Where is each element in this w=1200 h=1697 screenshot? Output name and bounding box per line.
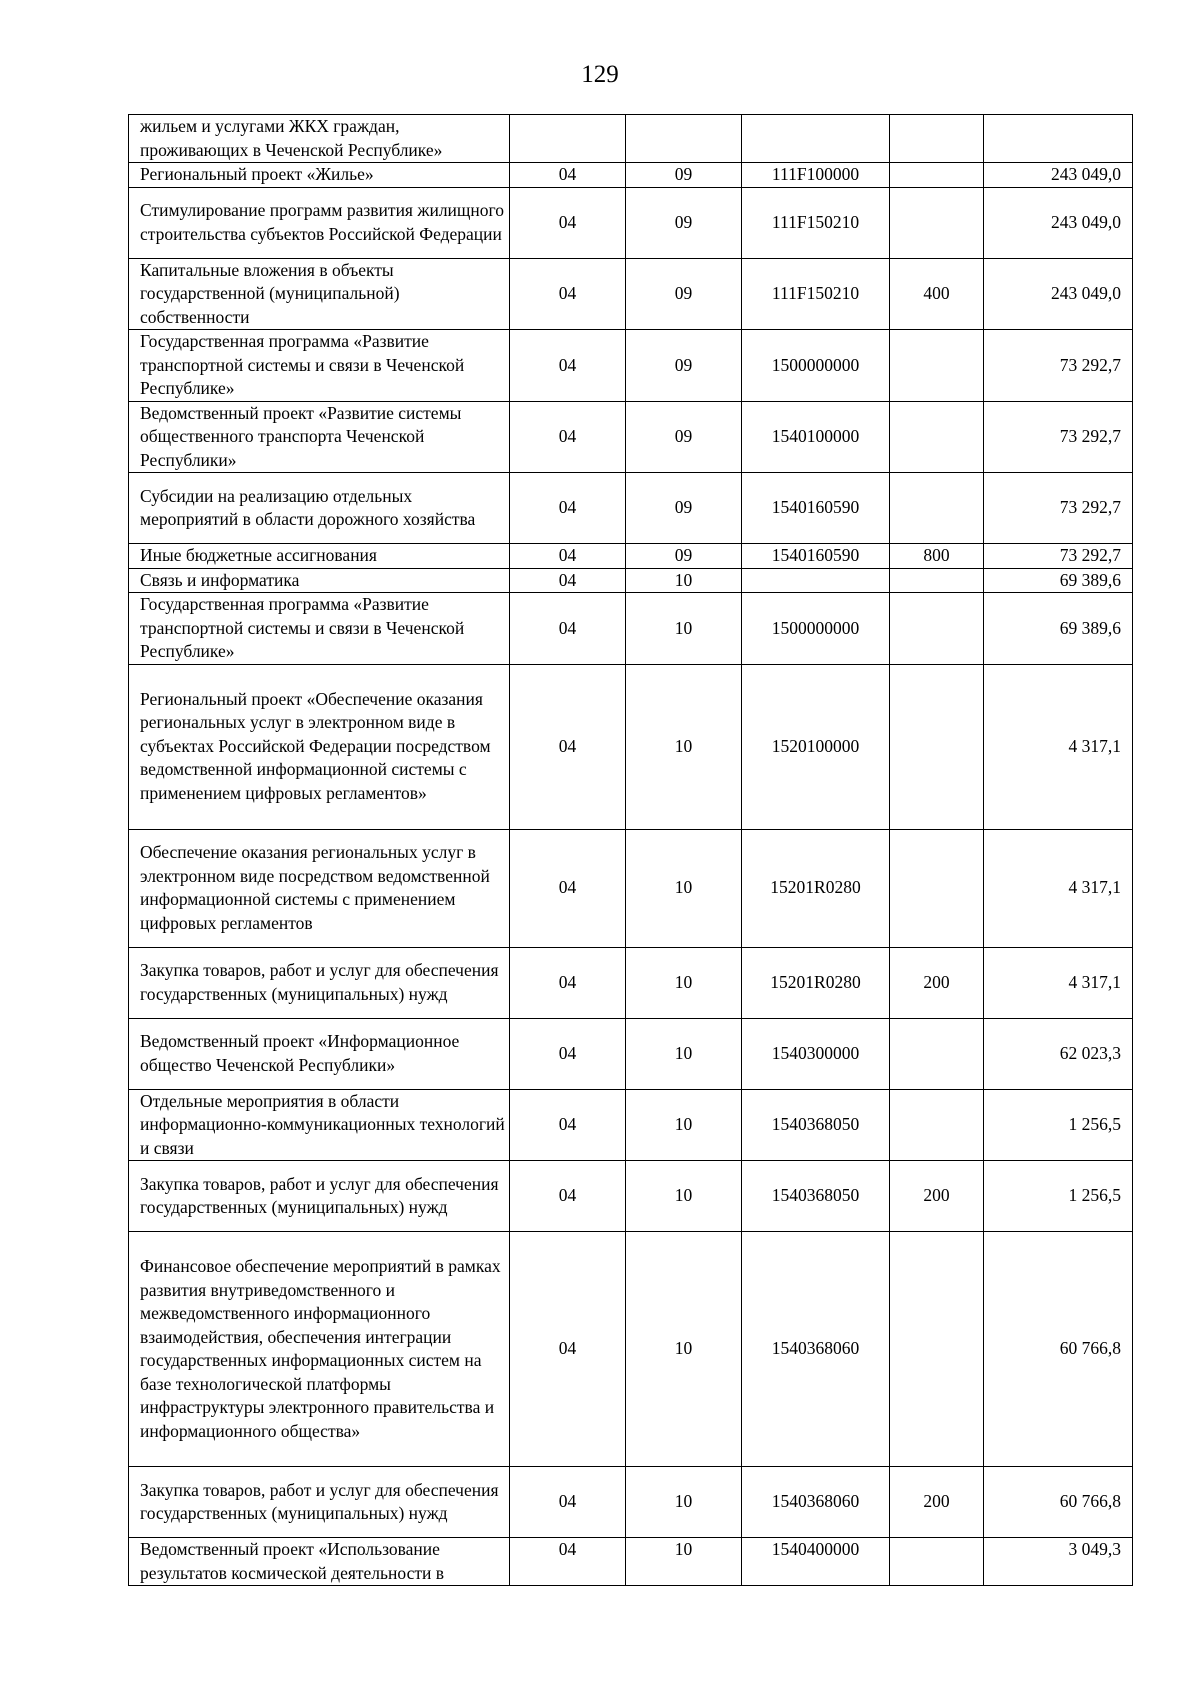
row-expense-type (890, 568, 984, 593)
table-row (129, 1161, 1133, 1232)
row-expense-type (890, 401, 984, 473)
row-target-article: 15201R0280 (742, 829, 890, 947)
row-subsection: 10 (626, 1538, 742, 1586)
row-section: 04 (510, 330, 626, 402)
row-target-article: 1540400000 (742, 1538, 890, 1586)
row-section: 04 (510, 1232, 626, 1467)
row-section: 04 (510, 1538, 626, 1586)
row-subsection (626, 115, 742, 163)
row-section: 04 (510, 829, 626, 947)
row-target-article: 1500000000 (742, 593, 890, 665)
row-name: Ведомственный проект «Использование результатов космической деятельности в (129, 1538, 510, 1586)
row-subsection: 09 (626, 163, 742, 188)
row-target-article: 1540160590 (742, 544, 890, 569)
row-name: Обеспечение оказания региональных услуг в электронном виде посредством ведомственной информационной системы с применением цифровых регламентов (129, 829, 510, 947)
row-amount: 73 292,7 (984, 401, 1133, 473)
table-row (129, 1018, 1133, 1089)
row-name: Закупка товаров, работ и услуг для обеспечения государственных (муниципальных) нужд (129, 1467, 510, 1538)
row-expense-type (890, 593, 984, 665)
row-section: 04 (510, 258, 626, 330)
row-amount: 73 292,7 (984, 473, 1133, 544)
row-expense-type (890, 1018, 984, 1089)
row-amount: 69 389,6 (984, 568, 1133, 593)
row-section: 04 (510, 473, 626, 544)
row-expense-type (890, 829, 984, 947)
budget-table (128, 114, 1133, 1586)
row-target-article: 15201R0280 (742, 947, 890, 1018)
row-target-article: 1540368060 (742, 1232, 890, 1467)
row-name: Иные бюджетные ассигнования (129, 544, 510, 569)
row-expense-type: 400 (890, 258, 984, 330)
row-section: 04 (510, 544, 626, 569)
row-name: Капитальные вложения в объекты государственной (муниципальной) собственности (129, 258, 510, 330)
table-row (129, 258, 1133, 330)
row-name: Региональный проект «Жилье» (129, 163, 510, 188)
row-name: Ведомственный проект «Информационное общество Чеченской Республики» (129, 1018, 510, 1089)
row-amount: 73 292,7 (984, 544, 1133, 569)
row-target-article: 111F100000 (742, 163, 890, 188)
row-amount: 73 292,7 (984, 330, 1133, 402)
row-target-article (742, 568, 890, 593)
row-name: Закупка товаров, работ и услуг для обеспечения государственных (муниципальных) нужд (129, 947, 510, 1018)
row-section: 04 (510, 1089, 626, 1161)
row-subsection: 10 (626, 1089, 742, 1161)
table-row (129, 1467, 1133, 1538)
row-subsection: 10 (626, 664, 742, 829)
row-name: Стимулирование программ развития жилищного строительства субъектов Российской Федерации (129, 187, 510, 258)
row-subsection: 10 (626, 593, 742, 665)
row-name: Отдельные мероприятия в области информационно-коммуникационных технологий и связи (129, 1089, 510, 1161)
row-amount: 4 317,1 (984, 947, 1133, 1018)
row-amount: 1 256,5 (984, 1161, 1133, 1232)
row-expense-type (890, 115, 984, 163)
table-row (129, 1232, 1133, 1467)
row-expense-type (890, 1538, 984, 1586)
row-subsection: 10 (626, 1161, 742, 1232)
row-subsection: 09 (626, 187, 742, 258)
row-expense-type (890, 664, 984, 829)
row-subsection: 10 (626, 1467, 742, 1538)
row-target-article: 1520100000 (742, 664, 890, 829)
page-number: 129 (581, 61, 619, 88)
row-subsection: 10 (626, 568, 742, 593)
row-target-article: 1540100000 (742, 401, 890, 473)
row-subsection: 10 (626, 829, 742, 947)
table-row (129, 401, 1133, 473)
table-row (129, 163, 1133, 188)
table-row (129, 568, 1133, 593)
row-expense-type (890, 187, 984, 258)
row-section: 04 (510, 187, 626, 258)
row-target-article: 1540368060 (742, 1467, 890, 1538)
row-target-article: 1540368050 (742, 1089, 890, 1161)
row-name: Ведомственный проект «Развитие системы общественного транспорта Чеченской Республики» (129, 401, 510, 473)
row-name: Государственная программа «Развитие транспортной системы и связи в Чеченской Республике» (129, 330, 510, 402)
row-section: 04 (510, 568, 626, 593)
row-name: Субсидии на реализацию отдельных мероприятий в области дорожного хозяйства (129, 473, 510, 544)
table-row (129, 1538, 1133, 1586)
row-section: 04 (510, 401, 626, 473)
row-section: 04 (510, 1467, 626, 1538)
table-row (129, 947, 1133, 1018)
row-target-article: 111F150210 (742, 258, 890, 330)
row-amount (984, 115, 1133, 163)
row-target-article: 1540368050 (742, 1161, 890, 1232)
table-row (129, 330, 1133, 402)
row-subsection: 10 (626, 1232, 742, 1467)
row-expense-type (890, 473, 984, 544)
row-amount: 69 389,6 (984, 593, 1133, 665)
table-row (129, 187, 1133, 258)
row-target-article: 1540300000 (742, 1018, 890, 1089)
row-target-article: 1500000000 (742, 330, 890, 402)
row-expense-type (890, 1232, 984, 1467)
row-name: Связь и информатика (129, 568, 510, 593)
row-target-article: 1540160590 (742, 473, 890, 544)
row-target-article: 111F150210 (742, 187, 890, 258)
row-name: Региональный проект «Обеспечение оказания региональных услуг в электронном виде в субъектах Российской Федерации посредством ведомственной информационной системы с применением цифровых регламентов» (129, 664, 510, 829)
row-amount: 60 766,8 (984, 1232, 1133, 1467)
row-amount: 243 049,0 (984, 163, 1133, 188)
row-name: Закупка товаров, работ и услуг для обеспечения государственных (муниципальных) нужд (129, 1161, 510, 1232)
table-row (129, 115, 1133, 163)
row-name: Финансовое обеспечение мероприятий в рамках развития внутриведомственного и межведомственного информационного взаимодействия, обеспечения интеграции государственных информационных систем на базе технологической платформы инфраструктуры электронного правительства и информационного общества» (129, 1232, 510, 1467)
row-expense-type: 200 (890, 1467, 984, 1538)
table-row (129, 544, 1133, 569)
row-section: 04 (510, 1018, 626, 1089)
row-amount: 243 049,0 (984, 187, 1133, 258)
row-section: 04 (510, 163, 626, 188)
row-amount: 4 317,1 (984, 664, 1133, 829)
row-expense-type (890, 1089, 984, 1161)
row-section: 04 (510, 947, 626, 1018)
table-row (129, 1089, 1133, 1161)
row-amount: 1 256,5 (984, 1089, 1133, 1161)
row-subsection: 09 (626, 401, 742, 473)
table-row (129, 473, 1133, 544)
row-expense-type (890, 330, 984, 402)
row-subsection: 10 (626, 947, 742, 1018)
row-amount: 3 049,3 (984, 1538, 1133, 1586)
row-amount: 243 049,0 (984, 258, 1133, 330)
table-row (129, 664, 1133, 829)
row-subsection: 10 (626, 1018, 742, 1089)
table-row (129, 829, 1133, 947)
row-subsection: 09 (626, 544, 742, 569)
row-amount: 62 023,3 (984, 1018, 1133, 1089)
row-section: 04 (510, 1161, 626, 1232)
row-section: 04 (510, 593, 626, 665)
row-expense-type: 800 (890, 544, 984, 569)
row-subsection: 09 (626, 258, 742, 330)
row-name: Государственная программа «Развитие транспортной системы и связи в Чеченской Республике» (129, 593, 510, 665)
row-target-article (742, 115, 890, 163)
row-name: жильем и услугами ЖКХ граждан, проживающих в Чеченской Республике» (129, 115, 510, 163)
row-amount: 4 317,1 (984, 829, 1133, 947)
row-amount: 60 766,8 (984, 1467, 1133, 1538)
row-subsection: 09 (626, 473, 742, 544)
row-section: 04 (510, 664, 626, 829)
row-expense-type: 200 (890, 947, 984, 1018)
row-expense-type: 200 (890, 1161, 984, 1232)
row-section (510, 115, 626, 163)
table-row (129, 593, 1133, 665)
row-subsection: 09 (626, 330, 742, 402)
row-expense-type (890, 163, 984, 188)
